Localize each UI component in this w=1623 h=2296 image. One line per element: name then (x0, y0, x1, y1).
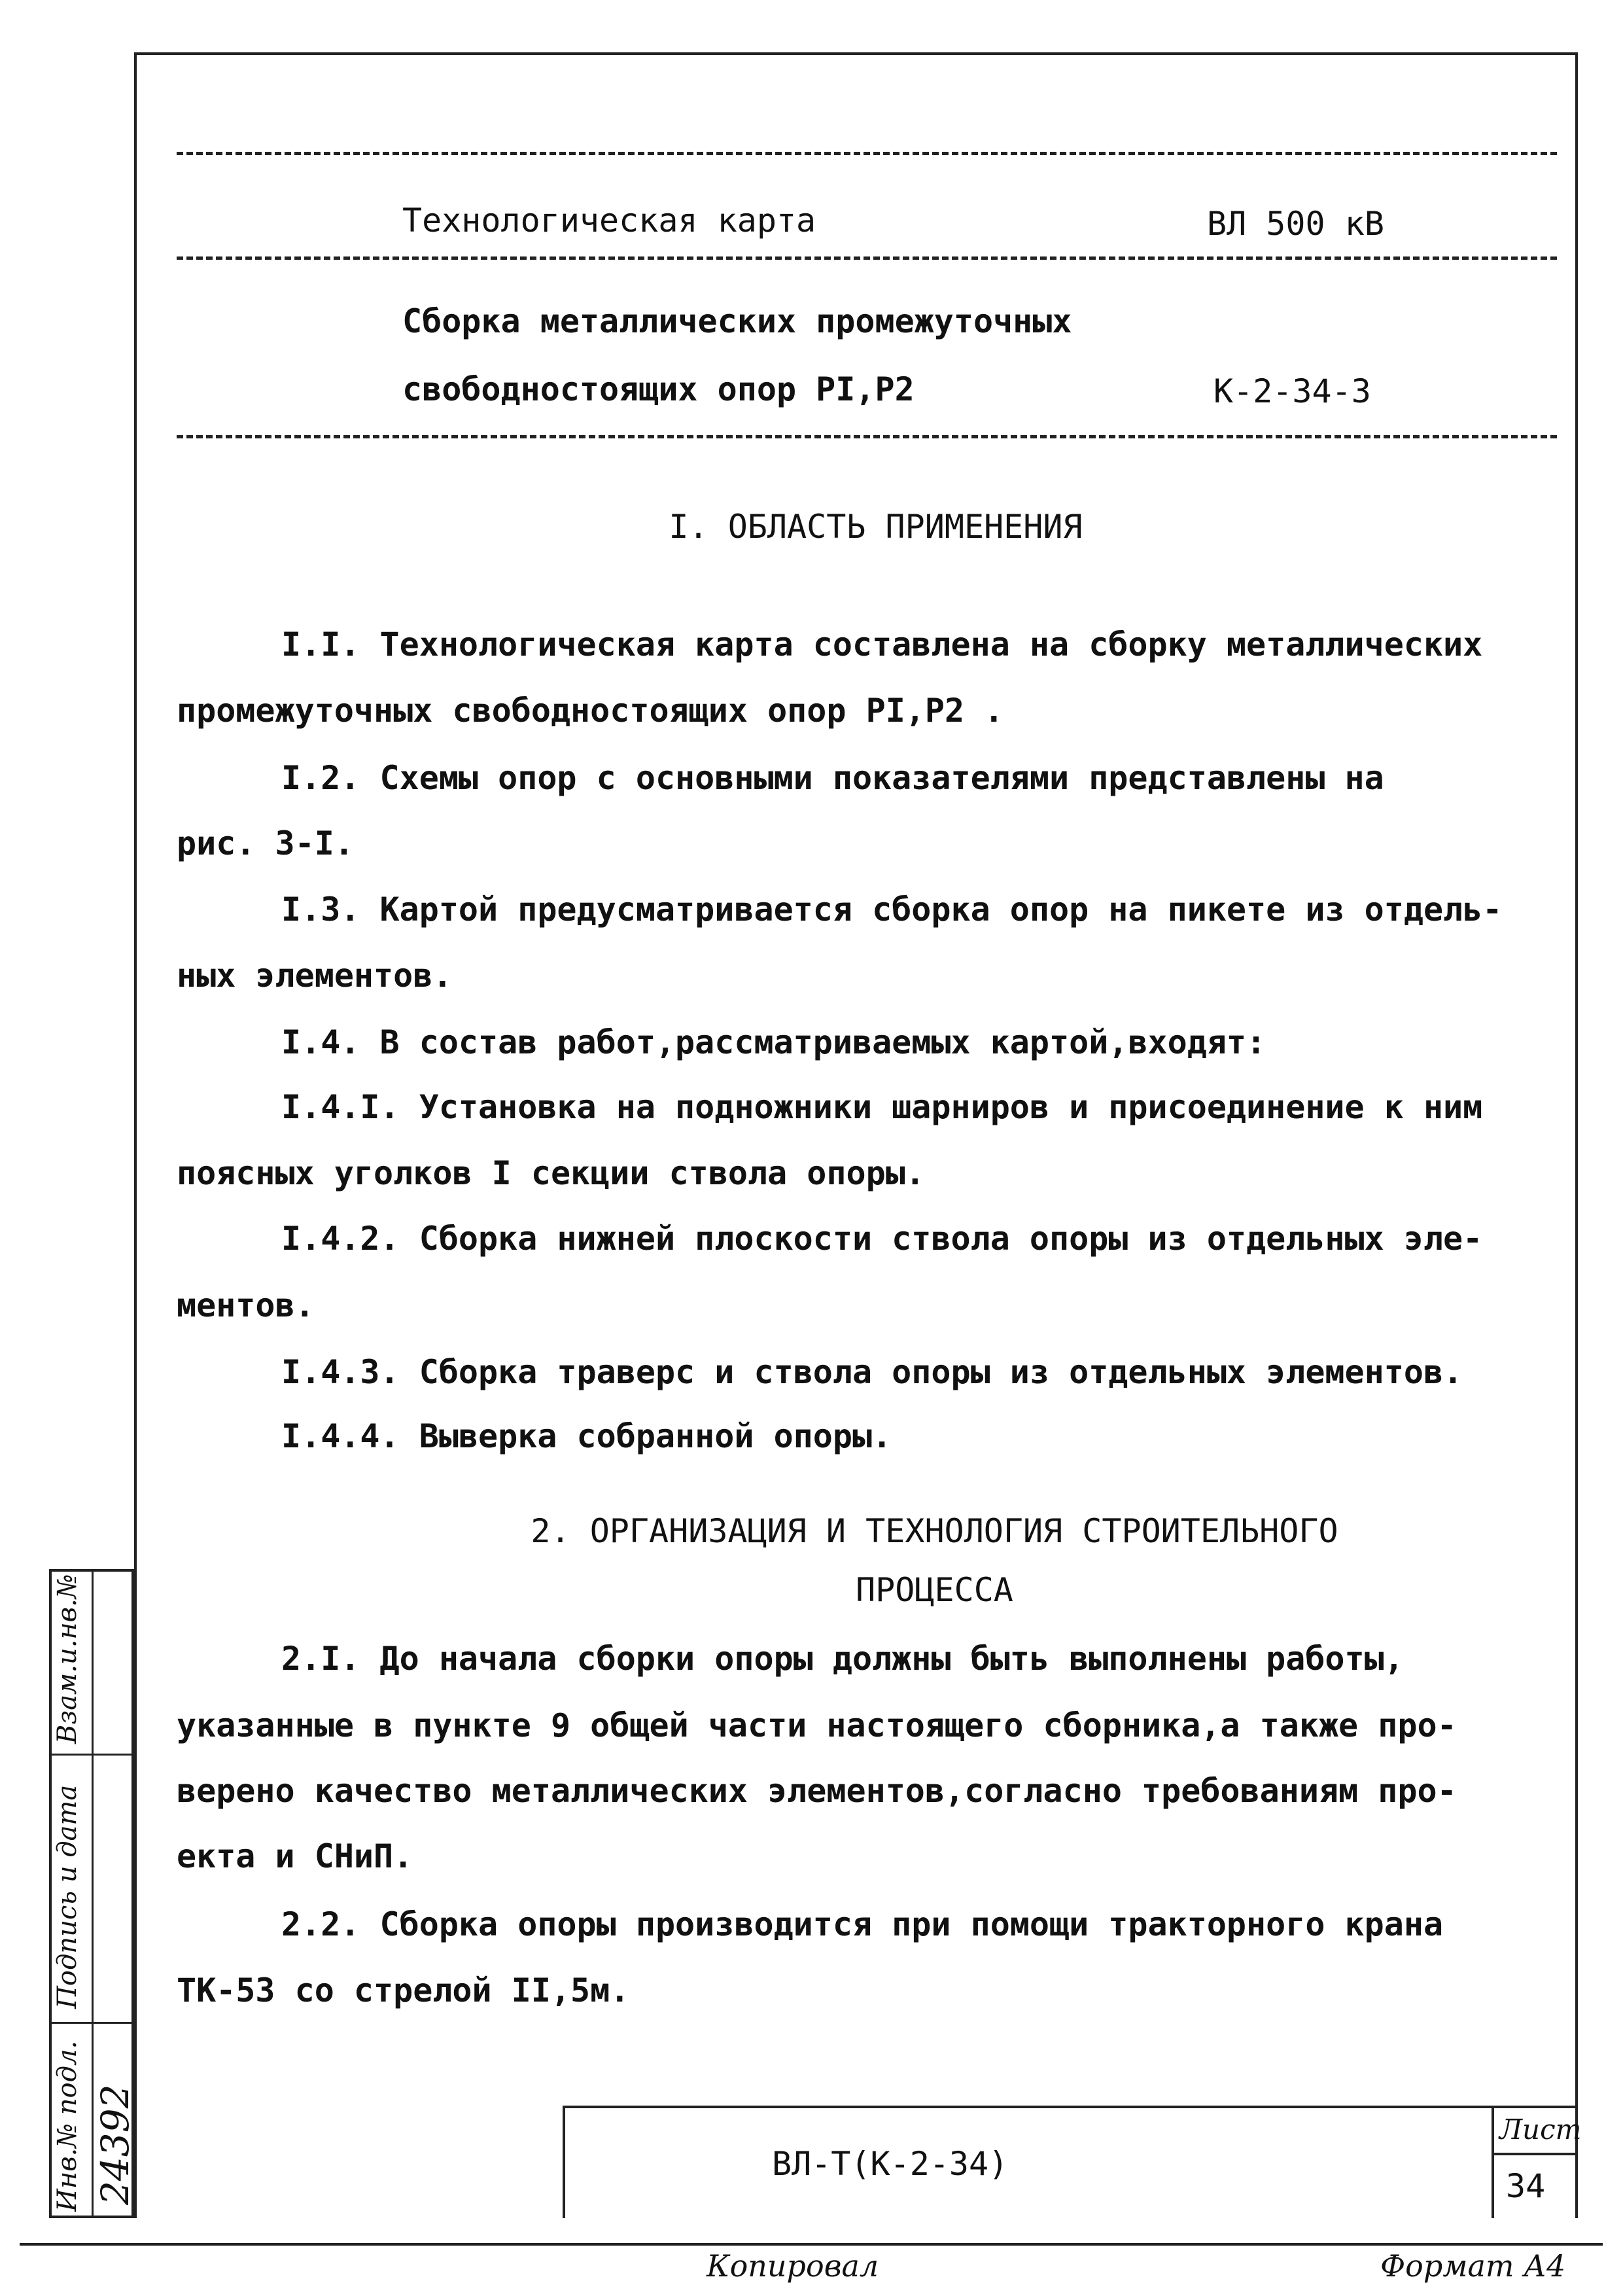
paragraph-line: поясных уголков I секции ствола опоры. (177, 1154, 925, 1192)
format-label: Формат А4 (1380, 2248, 1566, 2284)
approval-strip-divider (49, 1754, 134, 1756)
document-code: ВЛ-Т(К-2-34) (772, 2145, 1009, 2183)
paragraph-line: I.3. Картой предусматривается сборка опор на пикете из отдель- (281, 891, 1503, 928)
paragraph-line: ТК-53 со стрелой II,5м. (177, 1971, 630, 2009)
paragraph-line: промежуточных свободностоящих опор PI,P2 . (177, 692, 1004, 730)
inventory-label: Инв.№ подл. (52, 2040, 82, 2212)
section-2-heading-line-1: 2. ОРГАНИЗАЦИЯ И ТЕХНОЛОГИЯ СТРОИТЕЛЬНОГО (531, 1512, 1338, 1550)
title-block (563, 2106, 1575, 2218)
paragraph-line: I.4.2. Сборка нижней плоскости ствола опоры из отдельных эле- (281, 1220, 1483, 1258)
divider-dashed (177, 152, 1557, 155)
bottom-rule (20, 2243, 1603, 2246)
card-label: Технологическая карта (402, 202, 816, 239)
paragraph-line: 2.I. До начала сборки опоры должны быть выполнены работы, (281, 1640, 1404, 1678)
divider-dashed (177, 435, 1557, 438)
divider-dashed (177, 256, 1557, 260)
replace-inv-label: Взам.и.нв.№ (52, 1574, 82, 1744)
paragraph-line: I.2. Схемы опор с основными показателями представлены на (281, 759, 1384, 797)
title-line-1: Сборка металлических промежуточных (402, 302, 1072, 340)
voltage-label: ВЛ 500 кВ (1207, 205, 1384, 243)
paragraph-line: ных элементов. (177, 957, 453, 995)
copied-label: Копировал (707, 2248, 879, 2284)
paragraph-line: I.4.3. Сборка траверс и ствола опоры из отдельных элементов. (281, 1353, 1463, 1391)
paragraph-line: рис. 3-I. (177, 824, 354, 862)
section-1-heading: I. ОБЛАСТЬ ПРИМЕНЕНИЯ (669, 508, 1083, 546)
paragraph-line: I.I. Технологическая карта составлена на сборку металлических (281, 626, 1483, 663)
card-code: К-2-34-3 (1213, 372, 1371, 410)
paragraph-line: указанные в пункте 9 общей части настоящего сборника,а также про- (177, 1706, 1457, 1744)
sheet-number: 34 (1506, 2167, 1546, 2205)
section-2-heading-line-2: ПРОЦЕССА (856, 1571, 1013, 1609)
paragraph-line: верено качество металлических элементов,согласно требованиям про- (177, 1772, 1457, 1810)
paragraph-line: I.4.4. Выверка собранной опоры. (281, 1417, 892, 1455)
paragraph-line: екта и СНиП. (177, 1837, 413, 1875)
paragraph-line: 2.2. Сборка опоры производится при помощи тракторного крана (281, 1905, 1444, 1943)
paragraph-line: I.4.I. Установка на подножники шарниров и присоединение к ним (281, 1088, 1483, 1126)
title-line-2: свободностоящих опор PI,P2 (402, 370, 915, 408)
approval-strip-divider (49, 2022, 134, 2024)
sheet-divider (1492, 2153, 1575, 2155)
paragraph-line: ментов. (177, 1286, 315, 1324)
signature-date-label: Подпись и дата (52, 1784, 82, 2009)
paragraph-line: I.4. В состав работ,рассматриваемых картой,входят: (281, 1023, 1266, 1061)
inventory-number: 24392 (93, 2084, 137, 2205)
sheet-label: Лист (1499, 2113, 1582, 2146)
